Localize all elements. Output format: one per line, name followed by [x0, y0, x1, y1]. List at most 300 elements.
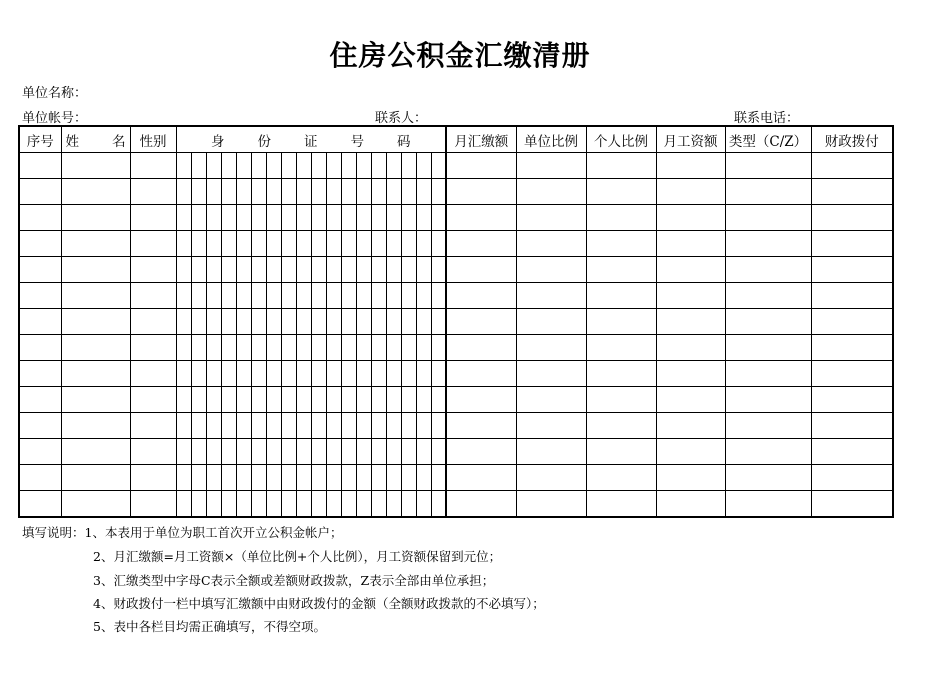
table-cell[interactable]: [251, 413, 266, 439]
table-cell[interactable]: [431, 153, 446, 179]
table-cell[interactable]: [19, 413, 61, 439]
table-cell[interactable]: [656, 465, 725, 491]
table-cell[interactable]: [431, 231, 446, 257]
table-cell[interactable]: [586, 179, 656, 205]
table-cell[interactable]: [356, 335, 371, 361]
table-cell[interactable]: [401, 257, 416, 283]
table-cell[interactable]: [296, 439, 311, 465]
table-cell[interactable]: [130, 179, 176, 205]
table-cell[interactable]: [176, 231, 191, 257]
table-cell[interactable]: [206, 153, 221, 179]
table-cell[interactable]: [176, 335, 191, 361]
table-cell[interactable]: [221, 153, 236, 179]
table-cell[interactable]: [191, 361, 206, 387]
table-cell[interactable]: [281, 413, 296, 439]
table-cell[interactable]: [266, 335, 281, 361]
table-cell[interactable]: [341, 283, 356, 309]
table-cell[interactable]: [446, 283, 516, 309]
table-cell[interactable]: [221, 257, 236, 283]
table-cell[interactable]: [356, 153, 371, 179]
table-cell[interactable]: [356, 361, 371, 387]
table-cell[interactable]: [586, 231, 656, 257]
table-cell[interactable]: [431, 387, 446, 413]
table-cell[interactable]: [811, 257, 893, 283]
table-cell[interactable]: [130, 361, 176, 387]
table-cell[interactable]: [130, 309, 176, 335]
table-cell[interactable]: [656, 413, 725, 439]
table-cell[interactable]: [266, 439, 281, 465]
table-cell[interactable]: [206, 231, 221, 257]
table-cell[interactable]: [586, 465, 656, 491]
table-cell[interactable]: [61, 361, 130, 387]
table-cell[interactable]: [326, 205, 341, 231]
table-cell[interactable]: [656, 439, 725, 465]
table-cell[interactable]: [516, 283, 586, 309]
table-cell[interactable]: [206, 387, 221, 413]
table-cell[interactable]: [656, 205, 725, 231]
table-cell[interactable]: [416, 413, 431, 439]
table-cell[interactable]: [586, 283, 656, 309]
table-cell[interactable]: [311, 231, 326, 257]
table-cell[interactable]: [61, 439, 130, 465]
table-cell[interactable]: [516, 465, 586, 491]
table-cell[interactable]: [516, 231, 586, 257]
table-cell[interactable]: [221, 387, 236, 413]
table-cell[interactable]: [206, 413, 221, 439]
table-cell[interactable]: [176, 439, 191, 465]
table-cell[interactable]: [811, 283, 893, 309]
table-cell[interactable]: [431, 257, 446, 283]
table-cell[interactable]: [356, 205, 371, 231]
table-cell[interactable]: [446, 153, 516, 179]
table-cell[interactable]: [356, 491, 371, 518]
table-cell[interactable]: [586, 335, 656, 361]
table-cell[interactable]: [356, 309, 371, 335]
table-cell[interactable]: [176, 257, 191, 283]
table-cell[interactable]: [176, 179, 191, 205]
table-cell[interactable]: [516, 205, 586, 231]
table-cell[interactable]: [266, 257, 281, 283]
table-cell[interactable]: [19, 179, 61, 205]
table-cell[interactable]: [516, 361, 586, 387]
table-cell[interactable]: [586, 387, 656, 413]
table-cell[interactable]: [130, 465, 176, 491]
table-cell[interactable]: [191, 413, 206, 439]
table-cell[interactable]: [61, 413, 130, 439]
table-cell[interactable]: [266, 387, 281, 413]
table-cell[interactable]: [236, 361, 251, 387]
table-cell[interactable]: [311, 335, 326, 361]
table-cell[interactable]: [251, 361, 266, 387]
table-cell[interactable]: [236, 491, 251, 518]
table-cell[interactable]: [725, 309, 811, 335]
table-cell[interactable]: [311, 413, 326, 439]
table-cell[interactable]: [656, 361, 725, 387]
table-cell[interactable]: [656, 309, 725, 335]
table-cell[interactable]: [725, 335, 811, 361]
table-cell[interactable]: [251, 439, 266, 465]
table-cell[interactable]: [656, 257, 725, 283]
table-cell[interactable]: [19, 335, 61, 361]
table-cell[interactable]: [516, 387, 586, 413]
table-cell[interactable]: [401, 439, 416, 465]
table-cell[interactable]: [206, 465, 221, 491]
table-cell[interactable]: [281, 465, 296, 491]
table-cell[interactable]: [341, 465, 356, 491]
table-cell[interactable]: [725, 361, 811, 387]
table-cell[interactable]: [386, 335, 401, 361]
table-cell[interactable]: [341, 309, 356, 335]
table-cell[interactable]: [176, 283, 191, 309]
table-cell[interactable]: [516, 335, 586, 361]
table-cell[interactable]: [296, 491, 311, 518]
table-cell[interactable]: [371, 179, 386, 205]
table-cell[interactable]: [446, 205, 516, 231]
table-cell[interactable]: [431, 413, 446, 439]
table-cell[interactable]: [326, 153, 341, 179]
table-cell[interactable]: [251, 387, 266, 413]
table-cell[interactable]: [371, 283, 386, 309]
table-cell[interactable]: [19, 153, 61, 179]
table-cell[interactable]: [221, 283, 236, 309]
table-cell[interactable]: [431, 309, 446, 335]
table-cell[interactable]: [656, 387, 725, 413]
table-cell[interactable]: [386, 283, 401, 309]
table-cell[interactable]: [206, 309, 221, 335]
table-cell[interactable]: [586, 257, 656, 283]
table-cell[interactable]: [61, 257, 130, 283]
table-cell[interactable]: [431, 283, 446, 309]
table-cell[interactable]: [356, 283, 371, 309]
table-cell[interactable]: [221, 439, 236, 465]
table-cell[interactable]: [206, 283, 221, 309]
table-cell[interactable]: [251, 465, 266, 491]
table-cell[interactable]: [296, 231, 311, 257]
table-cell[interactable]: [281, 387, 296, 413]
table-cell[interactable]: [811, 361, 893, 387]
table-cell[interactable]: [191, 387, 206, 413]
table-cell[interactable]: [586, 413, 656, 439]
table-cell[interactable]: [356, 231, 371, 257]
table-cell[interactable]: [176, 205, 191, 231]
table-cell[interactable]: [61, 153, 130, 179]
table-cell[interactable]: [296, 309, 311, 335]
table-cell[interactable]: [586, 491, 656, 518]
table-cell[interactable]: [176, 491, 191, 518]
table-cell[interactable]: [341, 439, 356, 465]
table-cell[interactable]: [19, 439, 61, 465]
table-cell[interactable]: [386, 153, 401, 179]
table-cell[interactable]: [311, 387, 326, 413]
table-cell[interactable]: [586, 439, 656, 465]
table-cell[interactable]: [401, 153, 416, 179]
table-cell[interactable]: [341, 153, 356, 179]
table-cell[interactable]: [236, 413, 251, 439]
table-cell[interactable]: [516, 179, 586, 205]
table-cell[interactable]: [176, 153, 191, 179]
table-cell[interactable]: [811, 387, 893, 413]
table-cell[interactable]: [811, 231, 893, 257]
table-cell[interactable]: [130, 413, 176, 439]
table-cell[interactable]: [311, 361, 326, 387]
table-cell[interactable]: [251, 257, 266, 283]
table-cell[interactable]: [191, 491, 206, 518]
table-cell[interactable]: [311, 205, 326, 231]
table-cell[interactable]: [266, 491, 281, 518]
table-cell[interactable]: [251, 491, 266, 518]
table-cell[interactable]: [296, 387, 311, 413]
table-cell[interactable]: [431, 335, 446, 361]
table-cell[interactable]: [341, 361, 356, 387]
table-cell[interactable]: [431, 179, 446, 205]
table-cell[interactable]: [19, 491, 61, 518]
table-cell[interactable]: [206, 257, 221, 283]
table-cell[interactable]: [296, 283, 311, 309]
table-cell[interactable]: [206, 361, 221, 387]
table-cell[interactable]: [446, 179, 516, 205]
table-cell[interactable]: [416, 465, 431, 491]
table-cell[interactable]: [206, 335, 221, 361]
table-cell[interactable]: [431, 465, 446, 491]
table-cell[interactable]: [446, 439, 516, 465]
table-cell[interactable]: [61, 205, 130, 231]
table-cell[interactable]: [516, 309, 586, 335]
table-cell[interactable]: [341, 257, 356, 283]
table-cell[interactable]: [236, 439, 251, 465]
table-cell[interactable]: [356, 439, 371, 465]
table-cell[interactable]: [19, 257, 61, 283]
table-cell[interactable]: [311, 153, 326, 179]
table-cell[interactable]: [401, 309, 416, 335]
table-cell[interactable]: [130, 335, 176, 361]
table-cell[interactable]: [311, 439, 326, 465]
table-cell[interactable]: [191, 465, 206, 491]
table-cell[interactable]: [176, 413, 191, 439]
table-cell[interactable]: [281, 491, 296, 518]
table-cell[interactable]: [236, 465, 251, 491]
table-cell[interactable]: [221, 413, 236, 439]
table-cell[interactable]: [371, 205, 386, 231]
table-cell[interactable]: [266, 231, 281, 257]
table-cell[interactable]: [401, 413, 416, 439]
table-cell[interactable]: [371, 309, 386, 335]
table-cell[interactable]: [266, 309, 281, 335]
table-cell[interactable]: [446, 413, 516, 439]
table-cell[interactable]: [811, 179, 893, 205]
table-cell[interactable]: [311, 465, 326, 491]
table-cell[interactable]: [371, 361, 386, 387]
table-cell[interactable]: [656, 231, 725, 257]
table-cell[interactable]: [19, 309, 61, 335]
table-cell[interactable]: [19, 361, 61, 387]
table-cell[interactable]: [725, 153, 811, 179]
table-cell[interactable]: [416, 179, 431, 205]
table-cell[interactable]: [416, 491, 431, 518]
table-cell[interactable]: [446, 335, 516, 361]
table-cell[interactable]: [326, 335, 341, 361]
table-cell[interactable]: [326, 465, 341, 491]
table-cell[interactable]: [516, 491, 586, 518]
table-cell[interactable]: [656, 179, 725, 205]
table-cell[interactable]: [446, 231, 516, 257]
table-cell[interactable]: [416, 231, 431, 257]
table-cell[interactable]: [130, 231, 176, 257]
table-cell[interactable]: [725, 205, 811, 231]
table-cell[interactable]: [371, 231, 386, 257]
table-cell[interactable]: [725, 283, 811, 309]
table-cell[interactable]: [130, 491, 176, 518]
table-cell[interactable]: [206, 439, 221, 465]
table-cell[interactable]: [281, 179, 296, 205]
table-cell[interactable]: [61, 465, 130, 491]
table-cell[interactable]: [356, 257, 371, 283]
table-cell[interactable]: [356, 179, 371, 205]
table-cell[interactable]: [281, 257, 296, 283]
table-cell[interactable]: [386, 361, 401, 387]
table-cell[interactable]: [446, 465, 516, 491]
table-cell[interactable]: [236, 309, 251, 335]
table-cell[interactable]: [401, 179, 416, 205]
table-cell[interactable]: [446, 361, 516, 387]
table-cell[interactable]: [191, 231, 206, 257]
table-cell[interactable]: [19, 387, 61, 413]
table-cell[interactable]: [130, 283, 176, 309]
table-cell[interactable]: [401, 283, 416, 309]
table-cell[interactable]: [431, 361, 446, 387]
table-cell[interactable]: [236, 205, 251, 231]
table-cell[interactable]: [251, 205, 266, 231]
table-cell[interactable]: [266, 283, 281, 309]
table-cell[interactable]: [416, 335, 431, 361]
table-cell[interactable]: [61, 231, 130, 257]
table-cell[interactable]: [341, 205, 356, 231]
table-cell[interactable]: [386, 179, 401, 205]
table-cell[interactable]: [656, 283, 725, 309]
table-cell[interactable]: [296, 335, 311, 361]
table-cell[interactable]: [371, 257, 386, 283]
table-cell[interactable]: [191, 439, 206, 465]
table-cell[interactable]: [176, 387, 191, 413]
table-cell[interactable]: [811, 153, 893, 179]
table-cell[interactable]: [221, 465, 236, 491]
table-cell[interactable]: [326, 413, 341, 439]
table-cell[interactable]: [431, 205, 446, 231]
table-cell[interactable]: [311, 283, 326, 309]
table-cell[interactable]: [236, 231, 251, 257]
table-cell[interactable]: [266, 179, 281, 205]
table-cell[interactable]: [281, 361, 296, 387]
table-cell[interactable]: [326, 361, 341, 387]
table-cell[interactable]: [371, 413, 386, 439]
table-cell[interactable]: [281, 153, 296, 179]
table-cell[interactable]: [386, 439, 401, 465]
table-cell[interactable]: [221, 179, 236, 205]
table-cell[interactable]: [296, 361, 311, 387]
table-cell[interactable]: [516, 257, 586, 283]
table-cell[interactable]: [516, 439, 586, 465]
table-cell[interactable]: [725, 465, 811, 491]
table-cell[interactable]: [236, 335, 251, 361]
table-cell[interactable]: [296, 179, 311, 205]
table-cell[interactable]: [401, 205, 416, 231]
table-cell[interactable]: [326, 309, 341, 335]
table-cell[interactable]: [811, 413, 893, 439]
table-cell[interactable]: [236, 387, 251, 413]
table-cell[interactable]: [221, 491, 236, 518]
table-cell[interactable]: [251, 335, 266, 361]
table-cell[interactable]: [656, 153, 725, 179]
table-cell[interactable]: [296, 465, 311, 491]
table-cell[interactable]: [416, 387, 431, 413]
table-cell[interactable]: [251, 231, 266, 257]
table-cell[interactable]: [341, 179, 356, 205]
table-cell[interactable]: [371, 387, 386, 413]
table-cell[interactable]: [371, 465, 386, 491]
table-cell[interactable]: [386, 309, 401, 335]
table-cell[interactable]: [326, 283, 341, 309]
table-cell[interactable]: [326, 231, 341, 257]
table-cell[interactable]: [326, 179, 341, 205]
table-cell[interactable]: [266, 153, 281, 179]
table-cell[interactable]: [176, 465, 191, 491]
table-cell[interactable]: [416, 439, 431, 465]
table-cell[interactable]: [61, 335, 130, 361]
table-cell[interactable]: [191, 283, 206, 309]
table-cell[interactable]: [130, 153, 176, 179]
table-cell[interactable]: [206, 179, 221, 205]
table-cell[interactable]: [266, 465, 281, 491]
table-cell[interactable]: [221, 205, 236, 231]
table-cell[interactable]: [191, 257, 206, 283]
table-cell[interactable]: [386, 491, 401, 518]
table-cell[interactable]: [61, 179, 130, 205]
table-cell[interactable]: [401, 361, 416, 387]
table-cell[interactable]: [371, 439, 386, 465]
table-cell[interactable]: [326, 439, 341, 465]
table-cell[interactable]: [371, 491, 386, 518]
table-cell[interactable]: [311, 257, 326, 283]
table-cell[interactable]: [725, 387, 811, 413]
table-cell[interactable]: [431, 491, 446, 518]
table-cell[interactable]: [401, 465, 416, 491]
table-cell[interactable]: [446, 491, 516, 518]
table-cell[interactable]: [416, 283, 431, 309]
table-cell[interactable]: [356, 387, 371, 413]
table-cell[interactable]: [221, 361, 236, 387]
table-cell[interactable]: [206, 491, 221, 518]
table-cell[interactable]: [236, 153, 251, 179]
table-cell[interactable]: [281, 309, 296, 335]
table-cell[interactable]: [296, 153, 311, 179]
table-cell[interactable]: [296, 257, 311, 283]
table-cell[interactable]: [341, 413, 356, 439]
table-cell[interactable]: [386, 387, 401, 413]
table-cell[interactable]: [266, 413, 281, 439]
table-cell[interactable]: [221, 335, 236, 361]
table-cell[interactable]: [371, 335, 386, 361]
table-cell[interactable]: [130, 205, 176, 231]
table-cell[interactable]: [191, 309, 206, 335]
table-cell[interactable]: [191, 205, 206, 231]
table-cell[interactable]: [586, 205, 656, 231]
table-cell[interactable]: [61, 491, 130, 518]
table-cell[interactable]: [61, 309, 130, 335]
table-cell[interactable]: [811, 465, 893, 491]
table-cell[interactable]: [446, 387, 516, 413]
table-cell[interactable]: [586, 309, 656, 335]
table-cell[interactable]: [130, 387, 176, 413]
table-cell[interactable]: [266, 361, 281, 387]
